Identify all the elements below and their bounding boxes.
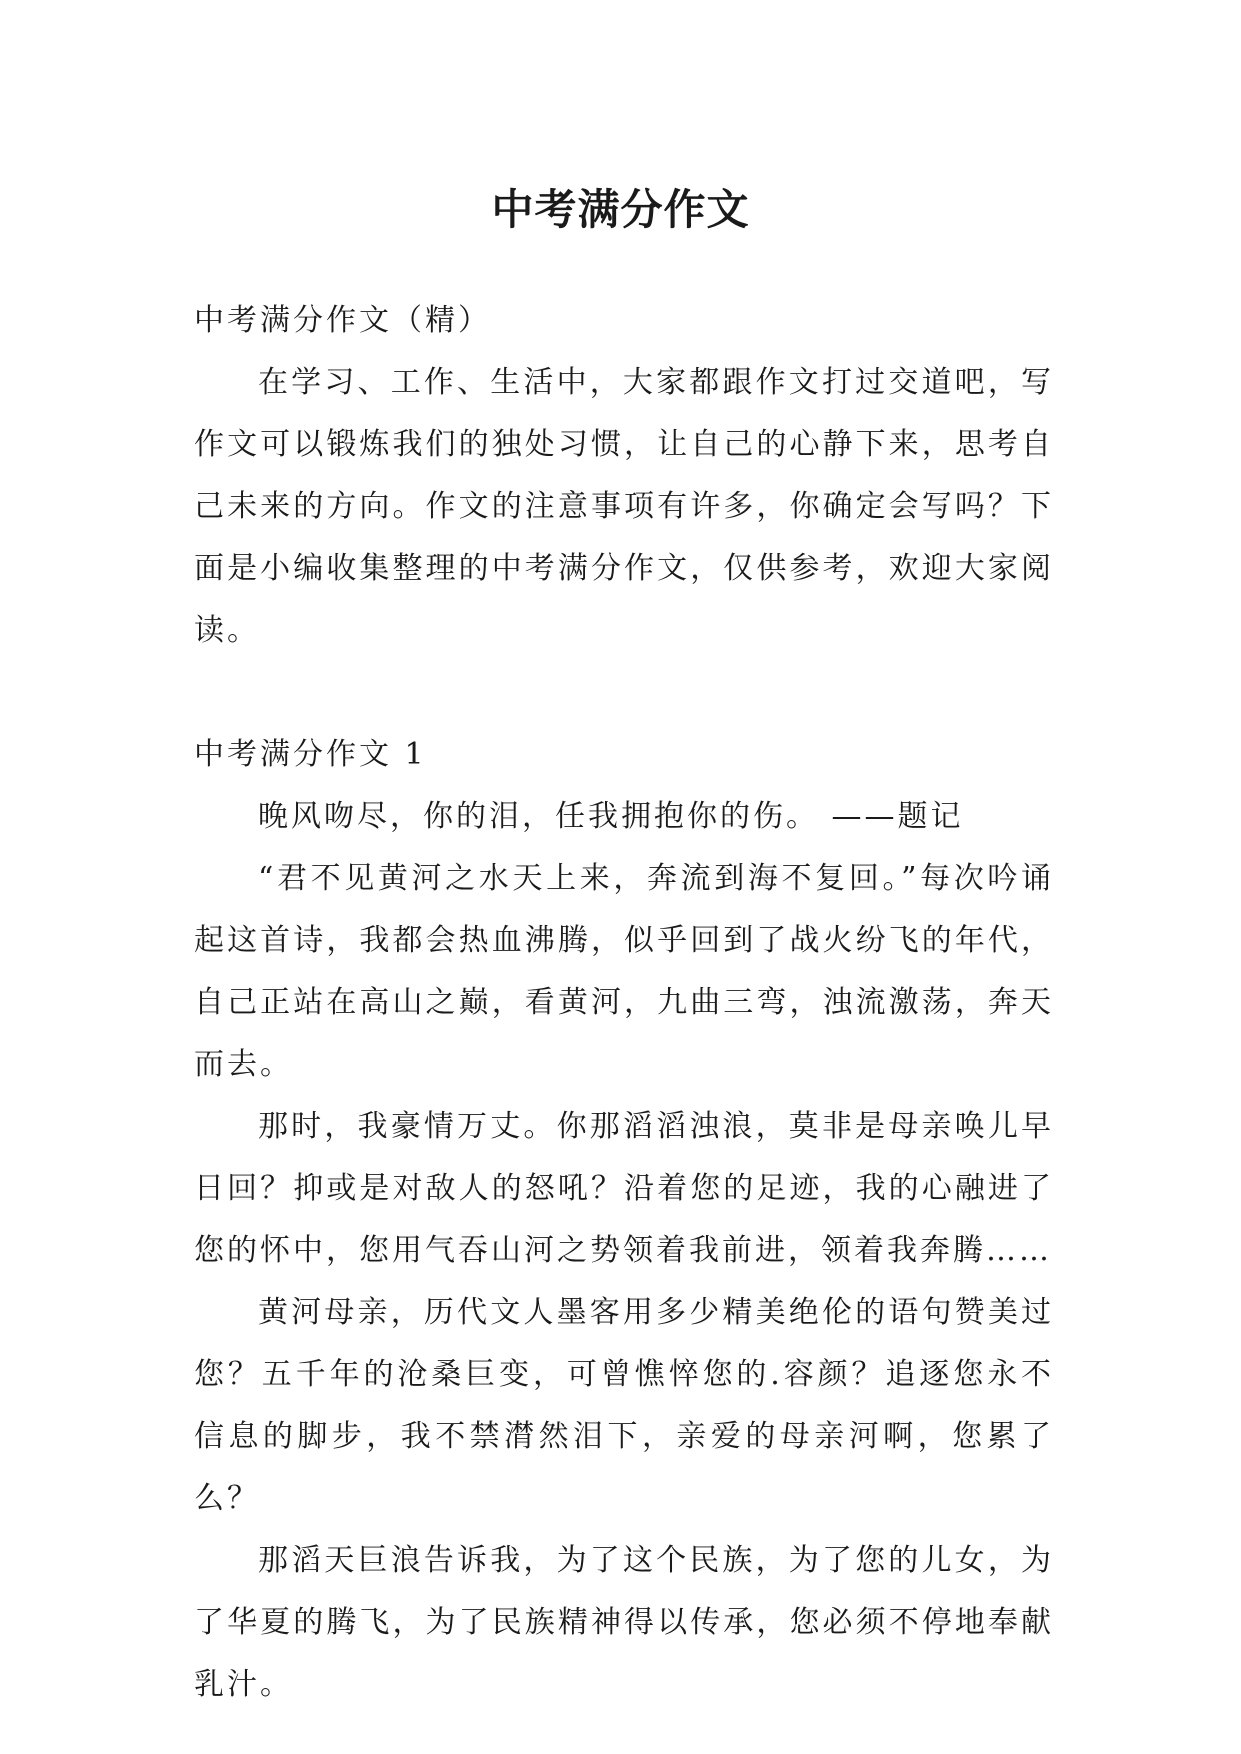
essay-paragraph: “君不见黄河之水天上来，奔流到海不复回。”每次吟诵起这首诗，我都会热血沸腾，似乎回到了战火纷飞的年代，自己正站在高山之巅，看黄河，九曲三弯，浊流激荡，奔天而去。 (194, 861, 1054, 1082)
section-spacer (194, 662, 1054, 724)
section-heading-intro: 中考满分作文（精） (194, 303, 491, 338)
essay-paragraph: 黄河母亲，历代文人墨客用多少精美绝伦的语句赞美过您？五千年的沧桑巨变，可曾憔悴您的.容颜？追逐您永不信息的脚步，我不禁潸然泪下，亲爱的母亲河啊，您累了么？ (194, 1295, 1054, 1516)
section-heading-essay-1: 中考满分作文 1 (194, 737, 427, 772)
intro-paragraph: 在学习、工作、生活中，大家都跟作文打过交道吧，写作文可以锻炼我们的独处习惯，让自己的心静下来，思考自己未来的方向。作文的注意事项有许多，你确定会写吗？下面是小编收集整理的中考满分作文，仅供参考，欢迎大家阅读。 (194, 365, 1054, 648)
essay-paragraph: 那时，我豪情万丈。你那滔滔浊浪，莫非是母亲唤儿早日回？抑或是对敌人的怒吼？沿着您的足迹，我的心融进了您的怀中，您用气吞山河之势领着我前进，领着我奔腾…… (194, 1109, 1054, 1268)
document-body (194, 290, 1054, 1716)
essay-paragraph: 那滔天巨浪告诉我，为了这个民族，为了您的儿女，为了华夏的腾飞，为了民族精神得以传承，您必须不停地奉献乳汁。 (194, 1543, 1054, 1702)
essay-paragraph: 晚风吻尽，你的泪，任我拥抱你的伤。 ——题记 (258, 799, 964, 834)
document-title: 中考满分作文 (491, 185, 750, 235)
